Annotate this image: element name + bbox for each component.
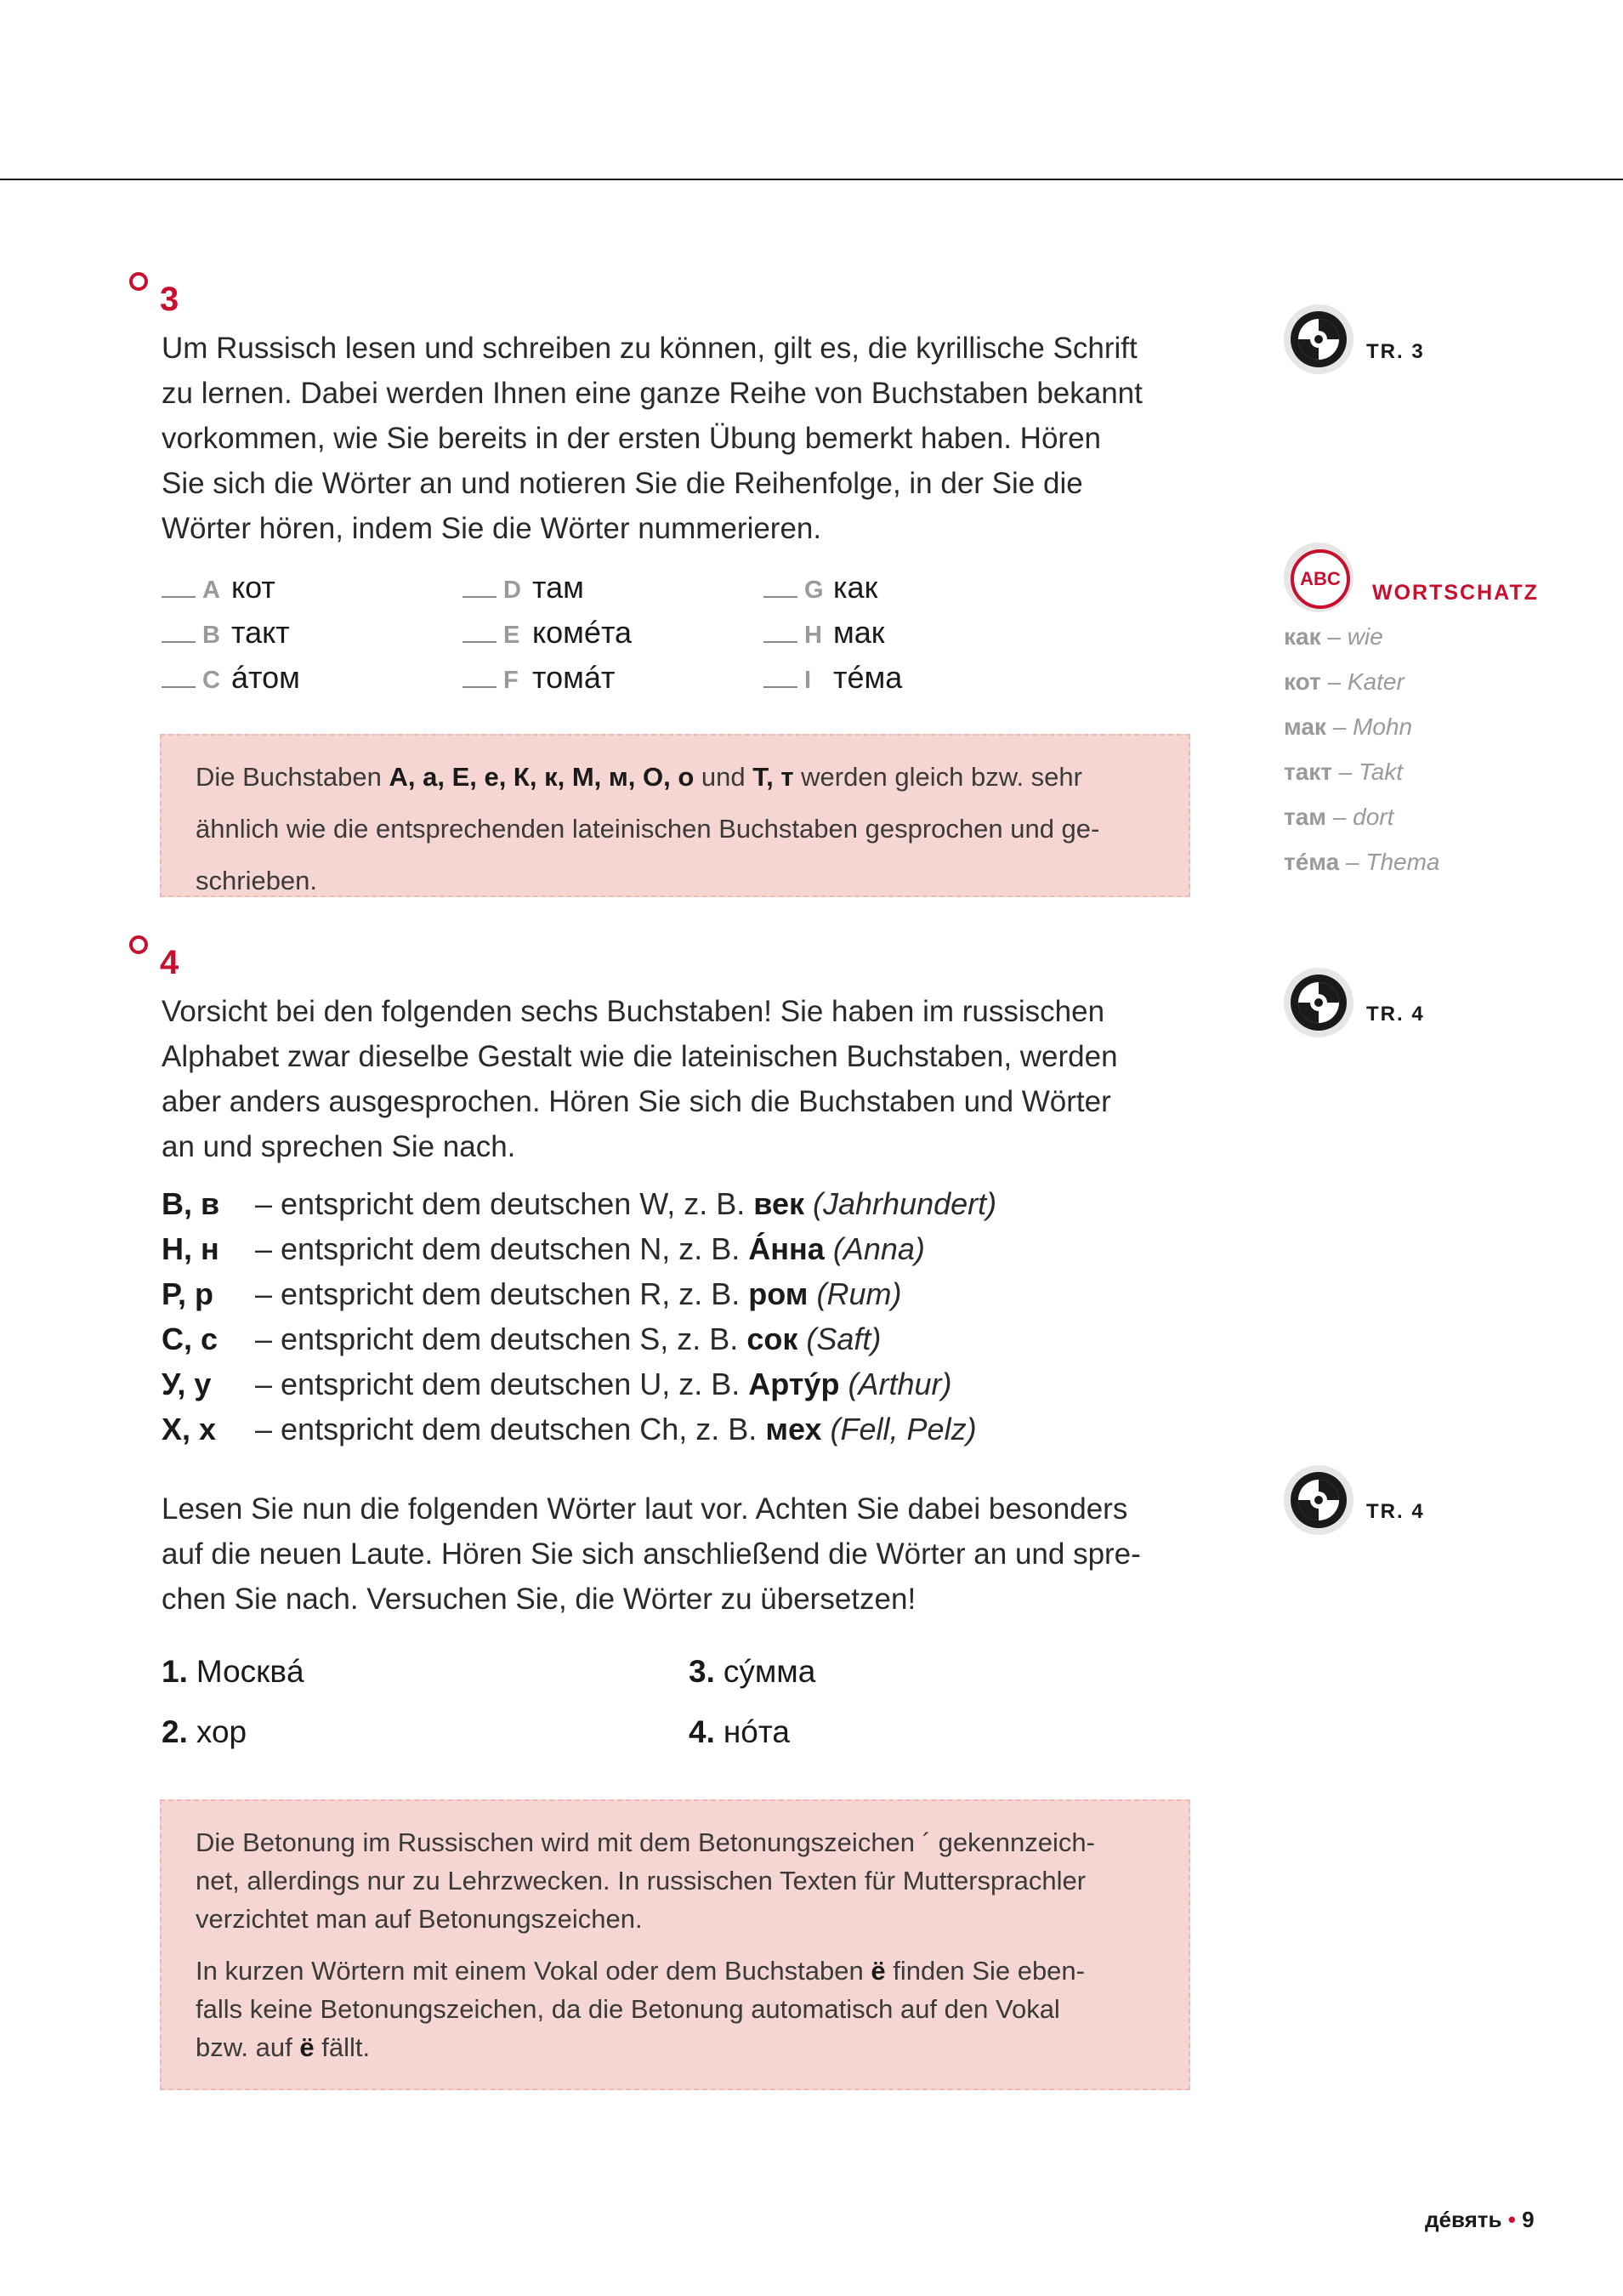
note-text: net, allerdings nur zu Lehrzwecken. In russischen Texten für Muttersprachler	[196, 1866, 1087, 1895]
note-letters: Т, т	[752, 762, 794, 792]
translation: (Fell, Pelz)	[830, 1412, 977, 1446]
desc-text: – entspricht dem deutschen U, z. B.	[255, 1367, 749, 1401]
letter-row	[162, 1231, 1207, 1276]
vocab-ru: там	[1284, 804, 1326, 830]
answer-blank[interactable]	[462, 661, 497, 688]
cd-icon	[1284, 1465, 1353, 1535]
option-h[interactable]	[763, 615, 885, 651]
option-word: мак	[833, 615, 885, 650]
note-line-3: schrieben.	[196, 866, 318, 895]
exercise-4-instruction	[162, 989, 1207, 1169]
note-text: In kurzen Wörtern mit einem Vokal oder dem Buchstaben	[196, 1956, 871, 1986]
vocab-item: мак – Mohn	[1284, 713, 1413, 740]
exercise-3-note	[160, 734, 1190, 897]
vocab-de: Takt	[1359, 759, 1404, 785]
letter-pair: В, в	[162, 1186, 220, 1221]
option-f[interactable]	[462, 660, 615, 696]
option-letter: F	[503, 667, 519, 694]
note-text: Die Buchstaben	[196, 762, 389, 792]
cd-icon	[1284, 968, 1353, 1037]
note-text: bzw. auf	[196, 2032, 300, 2062]
vocab-de: dort	[1353, 804, 1394, 830]
option-letter: E	[503, 622, 520, 649]
reading-line: Lesen Sie nun die folgenden Wörter laut vor. Achten Sie dabei besonders	[162, 1492, 1128, 1526]
wortschatz-title: WORTSCHATZ	[1372, 581, 1539, 605]
answer-blank[interactable]	[763, 571, 797, 598]
example-word: Áнна	[748, 1231, 825, 1266]
note-letter: ё	[299, 2032, 315, 2062]
letter-pair: Р, р	[162, 1276, 214, 1311]
letter-description	[255, 1186, 996, 1222]
answer-blank[interactable]	[162, 571, 196, 598]
vocab-list	[1284, 614, 1607, 884]
vocab-de: Kater	[1347, 668, 1405, 695]
letter-pair: У, у	[162, 1367, 212, 1401]
note-paragraph-2	[196, 1952, 1155, 2066]
wortschatz-badge	[1284, 543, 1353, 612]
option-i[interactable]	[763, 660, 902, 696]
cd-audio-icon[interactable]	[1284, 304, 1353, 374]
instruction-line: Vorsicht bei den folgenden sechs Buchstaben! Sie haben im russischen	[162, 995, 1105, 1028]
instruction-line: zu lernen. Dabei werden Ihnen eine ganze Reihe von Buchstaben bekannt	[162, 377, 1143, 410]
instruction-line: Um Russisch lesen und schreiben zu können, gilt es, die kyrillische Schrift	[162, 332, 1138, 365]
answer-blank[interactable]	[462, 571, 497, 598]
vocab-de: wie	[1347, 623, 1383, 650]
note-letters: А, а, Е, е, К, к, М, м, О, о	[389, 762, 695, 792]
instruction-line: Sie sich die Wörter an und notieren Sie die Reihenfolge, in der Sie die	[162, 467, 1083, 500]
word-item-3	[689, 1654, 815, 1690]
translation: (Jahrhundert)	[813, 1186, 997, 1221]
option-word: тéма	[833, 660, 903, 695]
example-word: век	[753, 1186, 804, 1221]
instruction-line: Alphabet zwar dieselbe Gestalt wie die lateinischen Buchstaben, werden	[162, 1040, 1118, 1073]
option-word: как	[833, 570, 878, 605]
option-word: комéта	[532, 615, 633, 650]
option-letter: H	[804, 622, 822, 649]
letter-description	[255, 1231, 925, 1267]
answer-blank[interactable]	[462, 616, 497, 643]
letter-row	[162, 1412, 1207, 1457]
desc-text: – entspricht dem deutschen N, z. B.	[255, 1231, 749, 1266]
option-letter: C	[202, 667, 220, 694]
letter-row	[162, 1276, 1207, 1321]
letter-description	[255, 1412, 977, 1447]
vocab-item: как – wie	[1284, 623, 1383, 650]
letter-description	[255, 1367, 951, 1402]
track-label: TR. 3	[1366, 340, 1425, 363]
letter-description	[255, 1276, 901, 1312]
vocab-item: такт – Takt	[1284, 759, 1404, 785]
header-rule	[0, 179, 1623, 180]
translation: (Anna)	[832, 1231, 925, 1266]
letter-pair: Х, х	[162, 1412, 217, 1446]
instruction-line: Wörter hören, indem Sie die Wörter nummerieren.	[162, 512, 822, 545]
option-a[interactable]	[162, 570, 275, 605]
note-text: werden gleich bzw. sehr	[793, 762, 1082, 792]
translation: (Arthur)	[848, 1367, 952, 1401]
exercise-marker-icon	[129, 935, 148, 954]
vocab-item: там – dort	[1284, 804, 1394, 830]
note-text: falls keine Betonungszeichen, da die Betonung automatisch auf den Vokal	[196, 1994, 1060, 2024]
desc-text: – entspricht dem deutschen W, z. B.	[255, 1186, 754, 1221]
cd-audio-icon[interactable]	[1284, 968, 1353, 1037]
word-text: Москвá	[196, 1654, 304, 1689]
vocab-ru: мак	[1284, 713, 1326, 740]
vocab-ru: такт	[1284, 759, 1333, 785]
word-number: 1.	[162, 1654, 188, 1689]
vocab-de: Thema	[1365, 849, 1440, 875]
letter-row	[162, 1367, 1207, 1412]
note-line-1	[196, 758, 1155, 796]
word-item-1	[162, 1654, 304, 1690]
reading-instruction	[162, 1486, 1207, 1622]
bullet-icon: •	[1507, 2207, 1516, 2232]
desc-text: – entspricht dem deutschen Ch, z. B.	[255, 1412, 766, 1446]
track-label: TR. 4	[1366, 1500, 1425, 1523]
page-footer	[1425, 2207, 1535, 2233]
option-word: там	[532, 570, 584, 605]
word-text: нóта	[723, 1714, 790, 1749]
word-item-4	[689, 1714, 790, 1750]
page-word: дéвять	[1425, 2207, 1502, 2232]
reading-line: chen Sie nach. Versuchen Sie, die Wörter zu übersetzen!	[162, 1583, 916, 1616]
example-word: ром	[748, 1276, 809, 1311]
desc-text: – entspricht dem deutschen R, z. B.	[255, 1276, 749, 1311]
cd-icon	[1284, 304, 1353, 374]
option-letter: G	[804, 577, 824, 604]
letter-pair: Н, н	[162, 1231, 219, 1266]
note-text: finden Sie eben-	[885, 1956, 1085, 1986]
option-letter: A	[202, 577, 220, 604]
note-paragraph-1	[196, 1823, 1155, 1938]
desc-text: – entspricht dem deutschen S, z. B.	[255, 1321, 747, 1356]
exercise-marker-icon	[129, 272, 148, 291]
letter-row	[162, 1321, 1207, 1367]
option-word: томáт	[532, 660, 616, 695]
track-label: TR. 4	[1366, 1003, 1425, 1026]
word-number: 2.	[162, 1714, 188, 1749]
instruction-line: vorkommen, wie Sie bereits in der ersten Übung bemerkt haben. Hören	[162, 422, 1101, 455]
word-number: 3.	[689, 1654, 715, 1689]
option-word: кот	[231, 570, 275, 605]
letter-list	[162, 1186, 1207, 1457]
note-text: verzichtet man auf Betonungszeichen.	[196, 1904, 643, 1934]
answer-blank[interactable]	[162, 661, 196, 688]
exercise-3-instruction	[162, 326, 1207, 551]
letter-pair: С, с	[162, 1321, 218, 1356]
answer-blank[interactable]	[162, 616, 196, 643]
vocab-ru: кот	[1284, 668, 1321, 695]
option-b[interactable]	[162, 615, 290, 651]
instruction-line: aber anders ausgesprochen. Hören Sie sich die Buchstaben und Wörter	[162, 1085, 1111, 1118]
answer-blank[interactable]	[763, 616, 797, 643]
option-letter: B	[202, 622, 220, 649]
page-number: 9	[1522, 2207, 1535, 2232]
translation: (Saft)	[806, 1321, 882, 1356]
example-word: Артýр	[748, 1367, 840, 1401]
vocab-ru: тéма	[1284, 849, 1340, 875]
option-e[interactable]	[462, 615, 632, 651]
option-g[interactable]	[763, 570, 877, 605]
vocab-item: кот – Kater	[1284, 668, 1405, 695]
note-text: Die Betonung im Russischen wird mit dem Betonungszeichen ´ gekennzeich-	[196, 1827, 1095, 1857]
option-letter: D	[503, 577, 521, 604]
word-text: хор	[196, 1714, 247, 1749]
option-letter: I	[804, 667, 812, 694]
exercise-4-number: 4	[160, 944, 179, 981]
note-line-2: ähnlich wie die entsprechenden lateinischen Buchstaben gesprochen und ge-	[196, 814, 1100, 844]
exercise-4-note	[160, 1799, 1190, 2090]
cd-audio-icon[interactable]	[1284, 1465, 1353, 1535]
word-item-2	[162, 1714, 247, 1750]
vocab-item: тéма – Thema	[1284, 849, 1440, 875]
exercise-3-number: 3	[160, 281, 179, 318]
note-letter: ё	[871, 1956, 886, 1986]
note-text: und	[694, 762, 753, 792]
instruction-line: an und sprechen Sie nach.	[162, 1130, 516, 1163]
word-text: сýмма	[723, 1654, 816, 1689]
option-word: áтом	[231, 660, 300, 695]
vocab-de: Mohn	[1353, 713, 1413, 740]
reading-line: auf die neuen Laute. Hören Sie sich anschließend die Wörter an und spre-	[162, 1537, 1141, 1571]
vocab-ru: как	[1284, 623, 1321, 650]
option-d[interactable]	[462, 570, 584, 605]
letter-row	[162, 1186, 1207, 1231]
option-word: такт	[231, 615, 290, 650]
letter-description	[255, 1321, 881, 1357]
translation: (Rum)	[816, 1276, 902, 1311]
word-number: 4.	[689, 1714, 715, 1749]
example-word: сок	[746, 1321, 798, 1356]
abc-icon: ABC	[1291, 549, 1350, 609]
answer-blank[interactable]	[763, 661, 797, 688]
example-word: мех	[765, 1412, 822, 1446]
option-c[interactable]	[162, 660, 300, 696]
note-text: fällt.	[314, 2032, 371, 2062]
